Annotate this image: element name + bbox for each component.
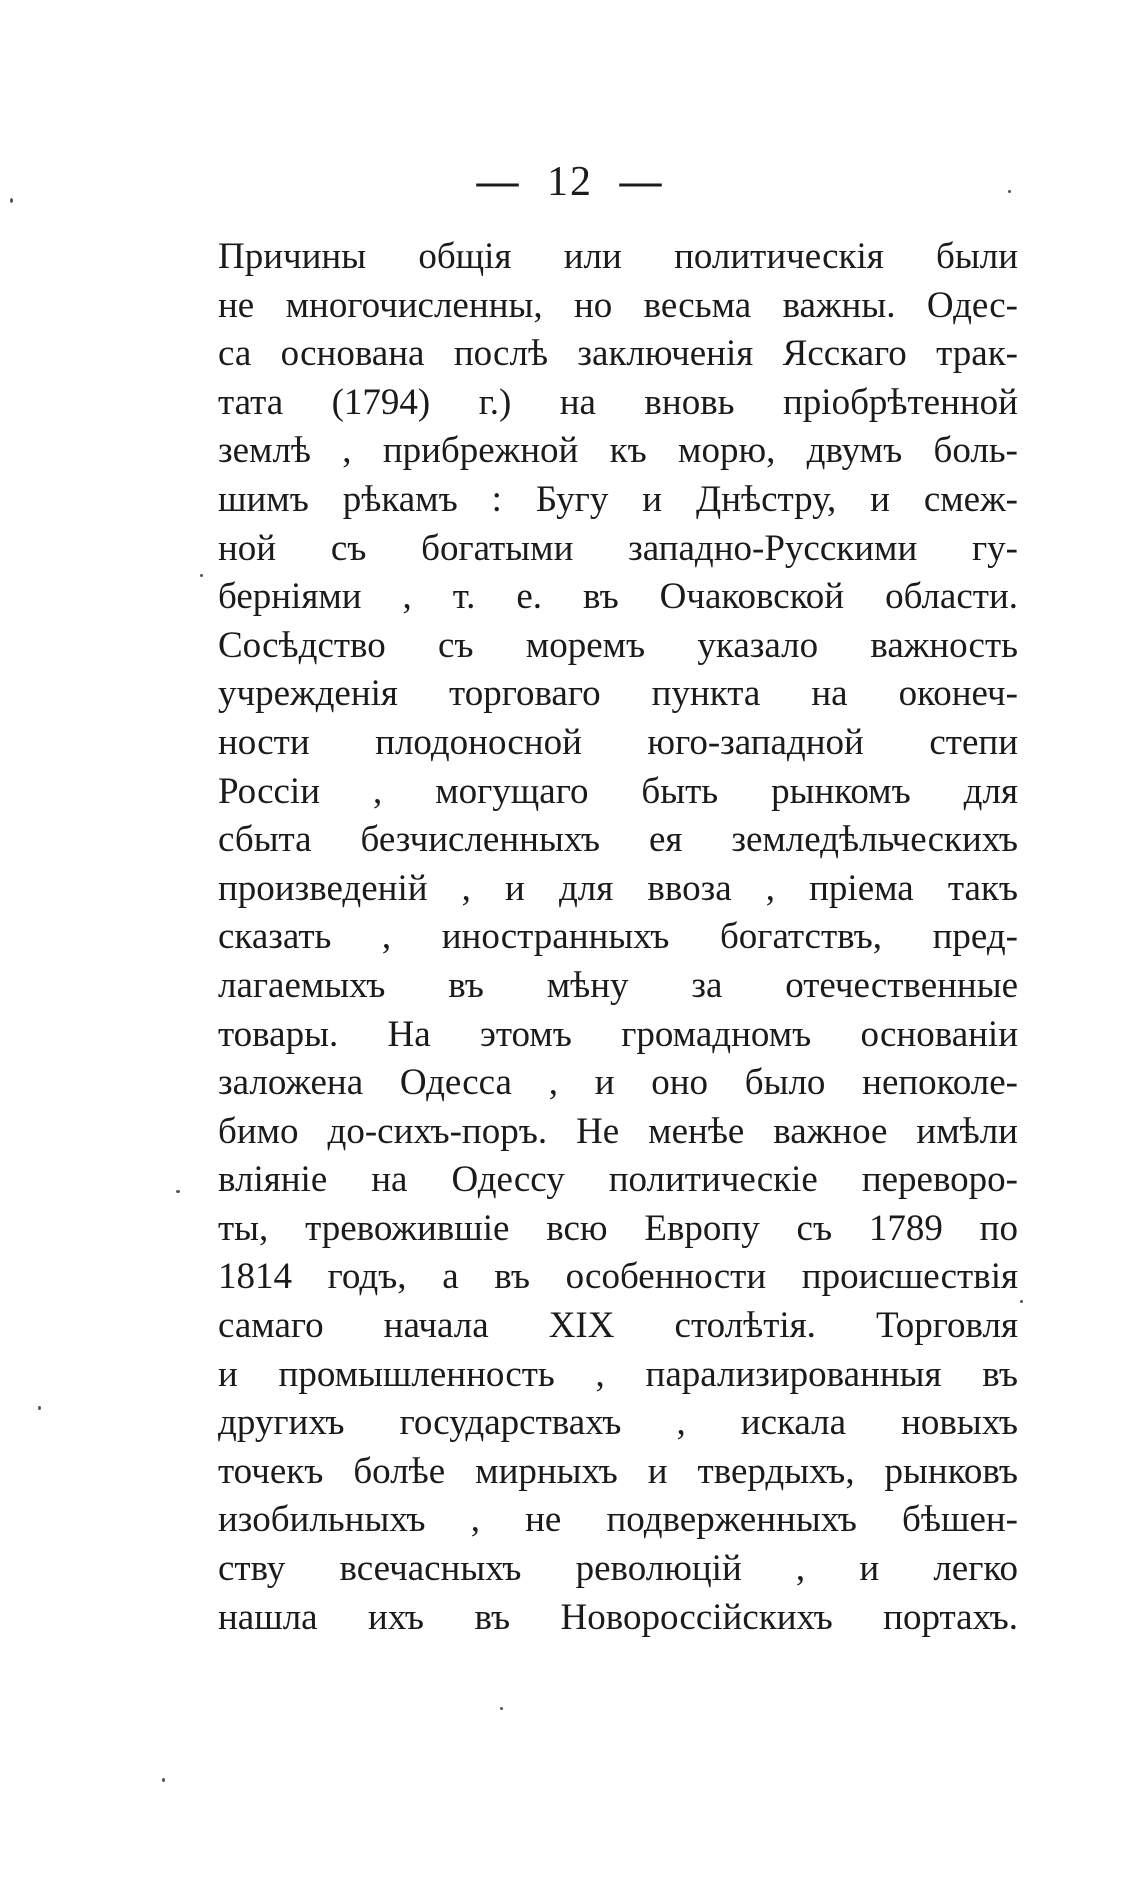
text-line: тата (1794) г.) на вновь пріобрѣтенной [218, 381, 1018, 423]
text-line: ной съ богатыми западно-Русскими гу- [218, 527, 1018, 569]
text-line: бимо до-сихъ-поръ. Не менѣе важное имѣли [218, 1110, 1018, 1152]
text-line: Россіи , могущаго быть рынкомъ для [218, 770, 1018, 812]
print-speck [10, 198, 13, 203]
text-line: сказать , иностранныхъ богатствъ, пред- [218, 916, 1018, 958]
text-line: землѣ , прибрежной къ морю, двумъ боль- [218, 430, 1018, 472]
text-line: учрежденія торговаго пункта на оконеч- [218, 673, 1018, 715]
text-line: сбыта безчисленныхъ ея земледѣльческихъ [218, 819, 1018, 861]
text-line: лагаемыхъ въ мѣну за отечественные [218, 964, 1018, 1006]
text-line: Сосѣдство съ моремъ указало важность [218, 624, 1018, 666]
text-line: товары. На этомъ громадномъ основаніи [218, 1013, 1018, 1055]
page-number-dash-left: — [476, 159, 521, 205]
text-line: не многочисленны, но весьма важны. Одес- [218, 284, 1018, 326]
text-line: нашла ихъ въ Новороссійскихъ портахъ. [218, 1596, 1018, 1638]
print-speck [500, 1707, 503, 1710]
print-speck [1008, 190, 1011, 193]
text-line: са основана послѣ заключенія Ясскаго трак- [218, 333, 1018, 375]
text-line: Причины общія или политическія были [218, 236, 1018, 277]
text-line: ности плодоносной юго-западной степи [218, 721, 1018, 763]
text-line: берніями , т. е. въ Очаковской области. [218, 576, 1018, 618]
text-line: другихъ государствахъ , искала новыхъ [218, 1402, 1018, 1444]
text-line: произведеній , и для ввоза , пріема такъ [218, 867, 1018, 909]
text-line: изобильныхъ , не подверженныхъ бѣшен- [218, 1499, 1018, 1541]
text-line: заложена Одесса , и оно было непоколе- [218, 1062, 1018, 1104]
print-speck [200, 574, 203, 577]
text-line: шимъ рѣкамъ : Бугу и Днѣстру, и смеж- [218, 478, 1018, 520]
print-speck [38, 1406, 41, 1410]
page-number-header [0, 158, 1140, 206]
body-text [218, 233, 1018, 1642]
text-line: 1814 годъ, а въ особенности происшествія [218, 1256, 1018, 1298]
text-line: вліяніе на Одессу политическіе переворо- [218, 1159, 1018, 1201]
print-speck [162, 1778, 165, 1782]
text-line: и промышленность , парализированныя въ [218, 1353, 1018, 1395]
page-number-dash-right: — [619, 159, 664, 205]
text-line: точекъ болѣе мирныхъ и твердыхъ, рынковъ [218, 1450, 1018, 1492]
text-line: самаго начала XIX столѣтія. Торговля [218, 1305, 1018, 1347]
page-number: 12 [547, 159, 593, 205]
print-speck [1020, 1300, 1023, 1303]
text-line: ству всечасныхъ революцій , и легко [218, 1548, 1018, 1590]
print-speck [176, 1190, 180, 1193]
text-line: ты, тревожившіе всю Европу съ 1789 по [218, 1207, 1018, 1249]
